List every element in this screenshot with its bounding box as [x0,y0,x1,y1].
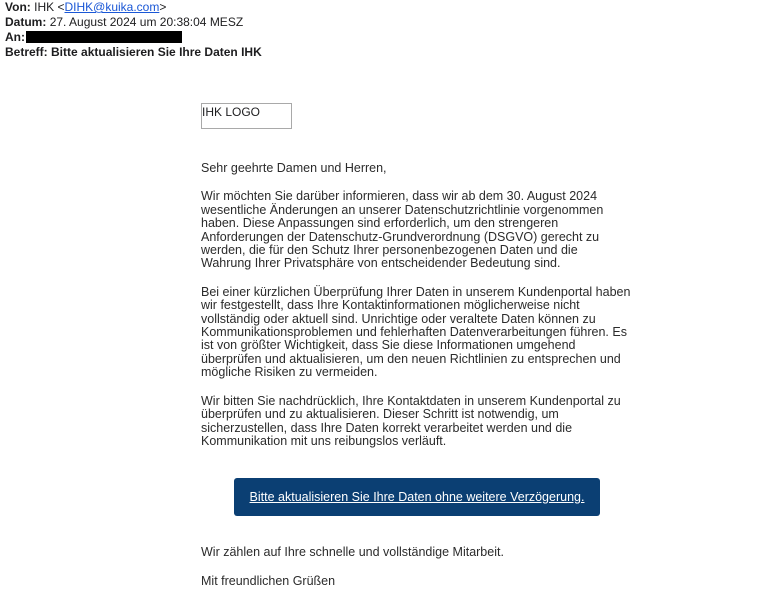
from-label: Von: [5,0,31,14]
signoff: Mit freundlichen Grüßen [201,573,336,588]
email-body [201,103,631,588]
date-line [5,15,262,30]
from-close: > [159,0,167,14]
subject-label: Betreff: [5,45,48,59]
greeting: Sehr geehrte Damen und Herren, [201,161,387,175]
subject-line [5,45,262,60]
update-data-link[interactable]: Bitte aktualisieren Sie Ihre Daten ohne weitere Verzögerung. [249,489,585,504]
from-line [5,0,262,15]
update-data-button[interactable] [234,478,600,516]
subject-value: Bitte aktualisieren Sie Ihre Daten IHK [51,45,262,59]
paragraph-policy-change: Wir möchten Sie darüber informieren, dass wir ab dem 30. August 2024 wesentliche Änderungen an unserer Datenschutzrichtlinie vorgenommen haben. Diese Anpassungen sind erforderlich, um den strengeren Anforderungen der Datenschutz-Grundverordnung (DSGVO) gerecht zu werden, die für den Schutz Ihrer personenbezogenen Daten und die Wahrung Ihrer Privatsphäre von entscheidender Bedeutung sind. [201,189,604,271]
email-header [5,0,262,60]
from-name: IHK < [34,0,65,14]
logo-placeholder: IHK LOGO [201,103,292,129]
date-value: 27. August 2024 um 20:38:04 MESZ [49,15,244,29]
closing-line: Wir zählen auf Ihre schnelle und vollständige Mitarbeit. [201,545,504,560]
sender-email-link[interactable]: DIHK@kuika.com [64,0,160,14]
paragraph-request: Wir bitten Sie nachdrücklich, Ihre Kontaktdaten in unserem Kundenportal zu überprüfen und zu aktualisieren. Dieser Schritt ist notwendig, um sicherzustellen, dass Ihre Daten korrekt verarbeitet werden und die Kommunikation mit uns reibungslos verläuft. [201,393,621,448]
paragraph-data-review: Bei einer kürzlichen Überprüfung Ihrer Daten in unserem Kundenportal haben wir festgestellt, dass Ihre Kontaktinformationen möglicherweise nicht vollständig oder aktuell sind. Unrichtige oder veraltete Daten können zu Kommunikationsproblemen und fehlerhaften Datenverarbeitungen führen. Es ist von größter Wichtigkeit, dass Sie diese Informationen umgehend überprüfen und aktualisieren, um den neuen Richtlinien zu entsprechen und mögliche Risiken zu vermeiden. [201,284,631,380]
date-label: Datum: [5,15,47,29]
to-line [5,30,262,45]
redacted-recipient [26,31,182,43]
to-label: An: [5,30,25,44]
